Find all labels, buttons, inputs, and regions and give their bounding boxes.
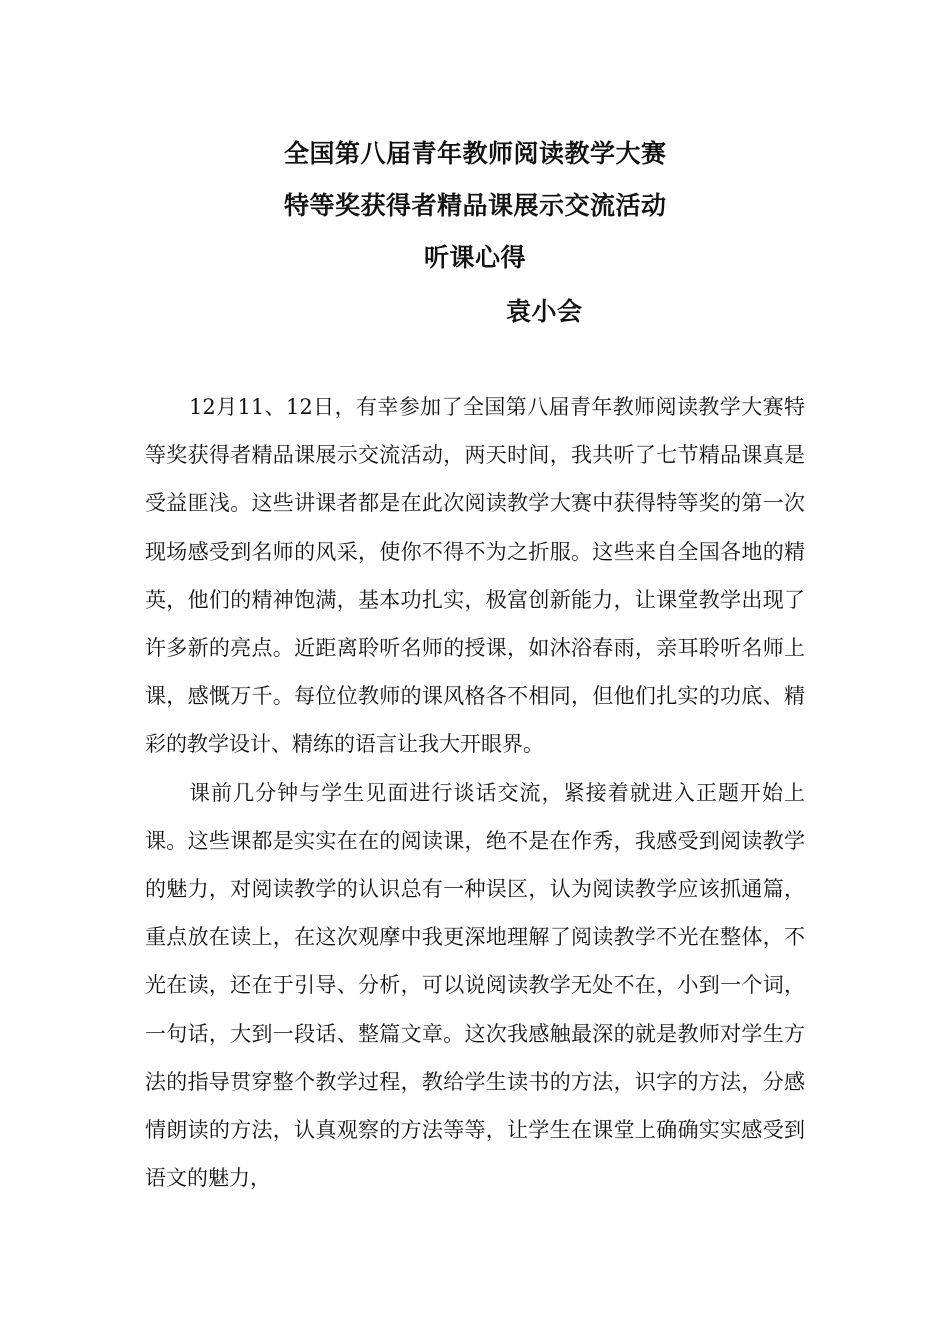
paragraph-1: 12月11、12日，有幸参加了全国第八届青年教师阅读教学大赛特等奖获得者精品课展示交流活动，两天时间，我共听了七节精品课真是受益匪浅。这些讲课者都是在此次阅读教学大赛中获得特等奖的第一次现场感受到名师的风采，使你不得不为之折服。这些来自全国各地的精英，他们的精神饱满，基本功扎实，极富创新能力，让课堂教学出现了许多新的亮点。近距离聆听名师的授课，如沐浴春雨，亲耳聆听名师上课，感慨万千。每位位教师的课风格各不相同，但他们扎实的功底、精彩的教学设计、精练的语言让我大开眼界。 [145, 395, 805, 757]
body-text [145, 383, 805, 1202]
author-name: 袁小会 [506, 297, 583, 326]
paragraph-2: 课前几分钟与学生见面进行谈话交流，紧接着就进入正题开始上课。这些课都是实实在在的阅读课，绝不是在作秀，我感受到阅读教学的魅力，对阅读教学的认识总有一种误区，认为阅读教学应该抓通篇，重点放在读上，在这次观摩中我更深地理解了阅读教学不光在整体，不光在读，还在于引导、分析，可以说阅读教学无处不在，小到一个词，一句话，大到一段话、整篇文章。这次我感触最深的就是教师对学生方法的指导贯穿整个教学过程，教给学生读书的方法，识字的方法，分感情朗读的方法，认真观察的方法等等，让学生在课堂上确确实实感受到语文的魅力， [145, 780, 805, 1191]
title-block [0, 128, 950, 338]
title-line-1: 全国第八届青年教师阅读教学大赛 [284, 139, 667, 168]
title-line-2: 特等奖获得者精品课展示交流活动 [284, 191, 667, 220]
title-line-3: 听课心得 [424, 243, 527, 272]
